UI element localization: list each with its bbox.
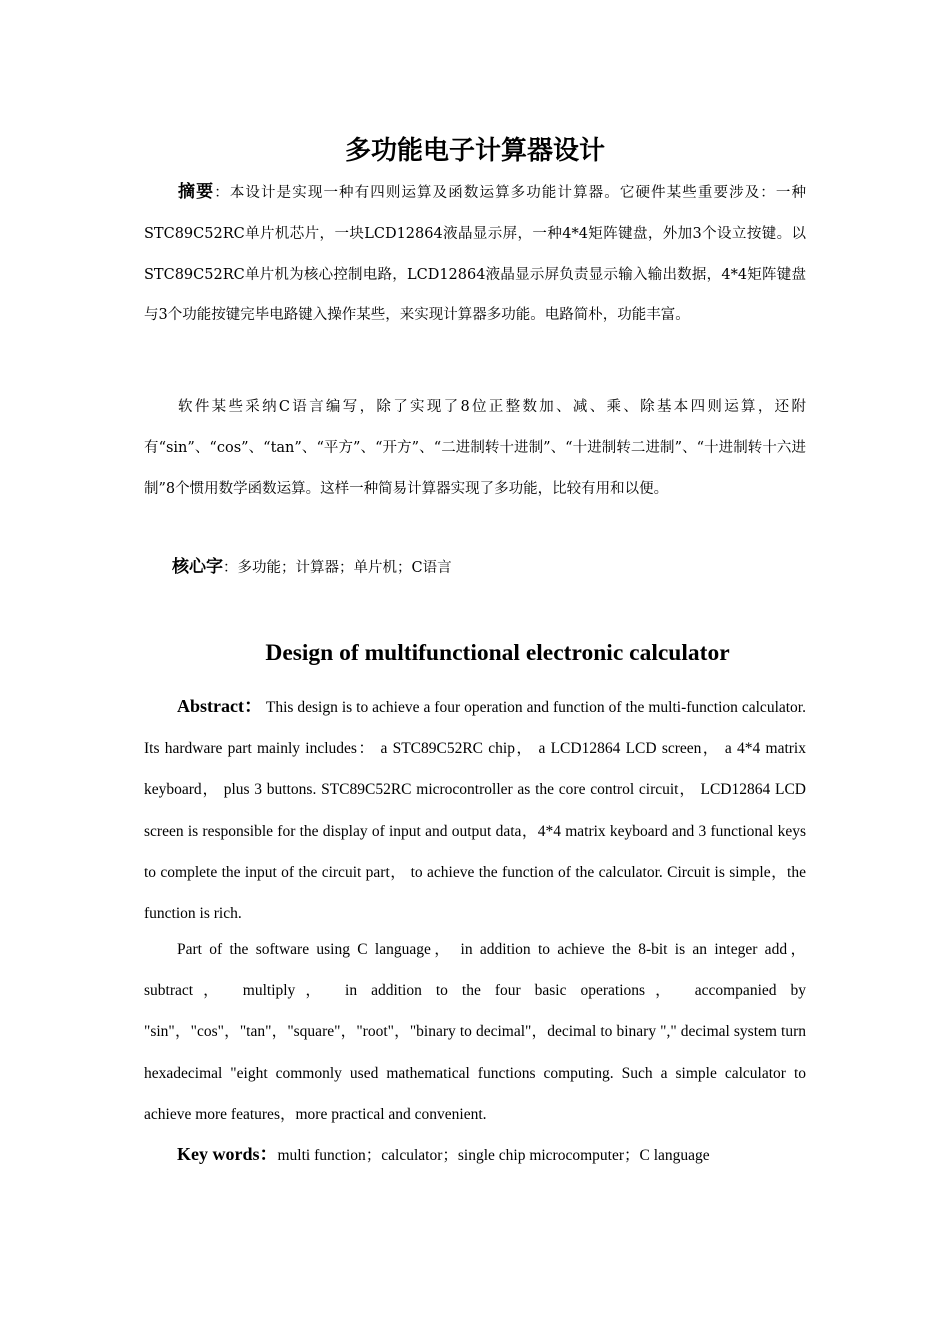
chinese-abstract-text-2: 软件某些采纳C语言编写，除了实现了8位正整数加、减、乘、除基本四则运算，还附有“sin”、“cos”、“tan”、“平方”、“开方”、“二进制转十进制”、“十进制转二进制”、“十进制转十六进制”8个惯用数学函数运算。这样一种简易计算器实现了多功能，比较有用和以便。 bbox=[144, 399, 806, 497]
english-abstract-text-1: This design is to achieve a four operation and function of the multi-function calculator. Its hardware part mainly includes： a STC89C52RC chip， a LCD12864 LCD screen， a 4*4 matrix keyboard， plus 3 buttons. STC89C52RC microcontroller as the core control circuit， LCD12864 LCD screen is responsible for the display of input and output data，4*4 matrix keyboard and 3 functional keys to complete the input of the circuit part， to achieve the function of the calculator. Circuit is simple，the function is rich. bbox=[144, 699, 806, 923]
english-abstract-text-2: Part of the software using C language， in addition to achieve the 8-bit is an integer add， subtract， multiply， in addition to the four basic operations， accompanied by "sin"，"cos"，"tan"，"square"，"root"，"binary to decimal"，decimal to binary "," decimal system turn hexadecimal "eight commonly used mathematical functions computing. Such a simple calculator to achieve more features，more practical and convenient. bbox=[144, 941, 806, 1123]
english-abstract-label: Abstract： bbox=[177, 696, 263, 716]
chinese-abstract-paragraph-1 bbox=[144, 172, 806, 336]
chinese-keywords-label: 核心字 bbox=[172, 557, 223, 577]
english-title: Design of multifunctional electronic calculator bbox=[265, 640, 730, 666]
english-keywords-label: Key words： bbox=[177, 1144, 278, 1164]
chinese-abstract-label: 摘要 bbox=[178, 182, 215, 202]
chinese-keywords-line bbox=[172, 549, 812, 586]
chinese-keywords-separator: ： bbox=[223, 560, 238, 576]
english-abstract-paragraph-2 bbox=[144, 929, 806, 1135]
chinese-abstract-paragraph-2 bbox=[144, 387, 806, 509]
chinese-abstract-text-1: 本设计是实现一种有四则运算及函数运算多功能计算器。它硬件某些重要涉及：一种STC89C52RC单片机芯片，一块LCD12864液晶显示屏，一种4*4矩阵键盘，外加3个设立按键。以STC89C52RC单片机为核心控制电路，LCD12864液晶显示屏负责显示输入输出数据，4*4矩阵键盘与3个功能按键完毕电路键入操作某些，来实现计算器多功能。电路简朴，功能丰富。 bbox=[144, 185, 807, 324]
english-abstract-paragraph-1 bbox=[144, 686, 806, 934]
english-keywords-text: multi function；calculator；single chip microcomputer；C language bbox=[277, 1147, 710, 1164]
chinese-abstract-separator: ： bbox=[214, 185, 230, 201]
chinese-title: 多功能电子计算器设计 bbox=[344, 136, 605, 166]
chinese-keywords-text: 多功能；计算器；单片机；C语言 bbox=[237, 560, 452, 576]
english-keywords-line bbox=[177, 1136, 817, 1174]
